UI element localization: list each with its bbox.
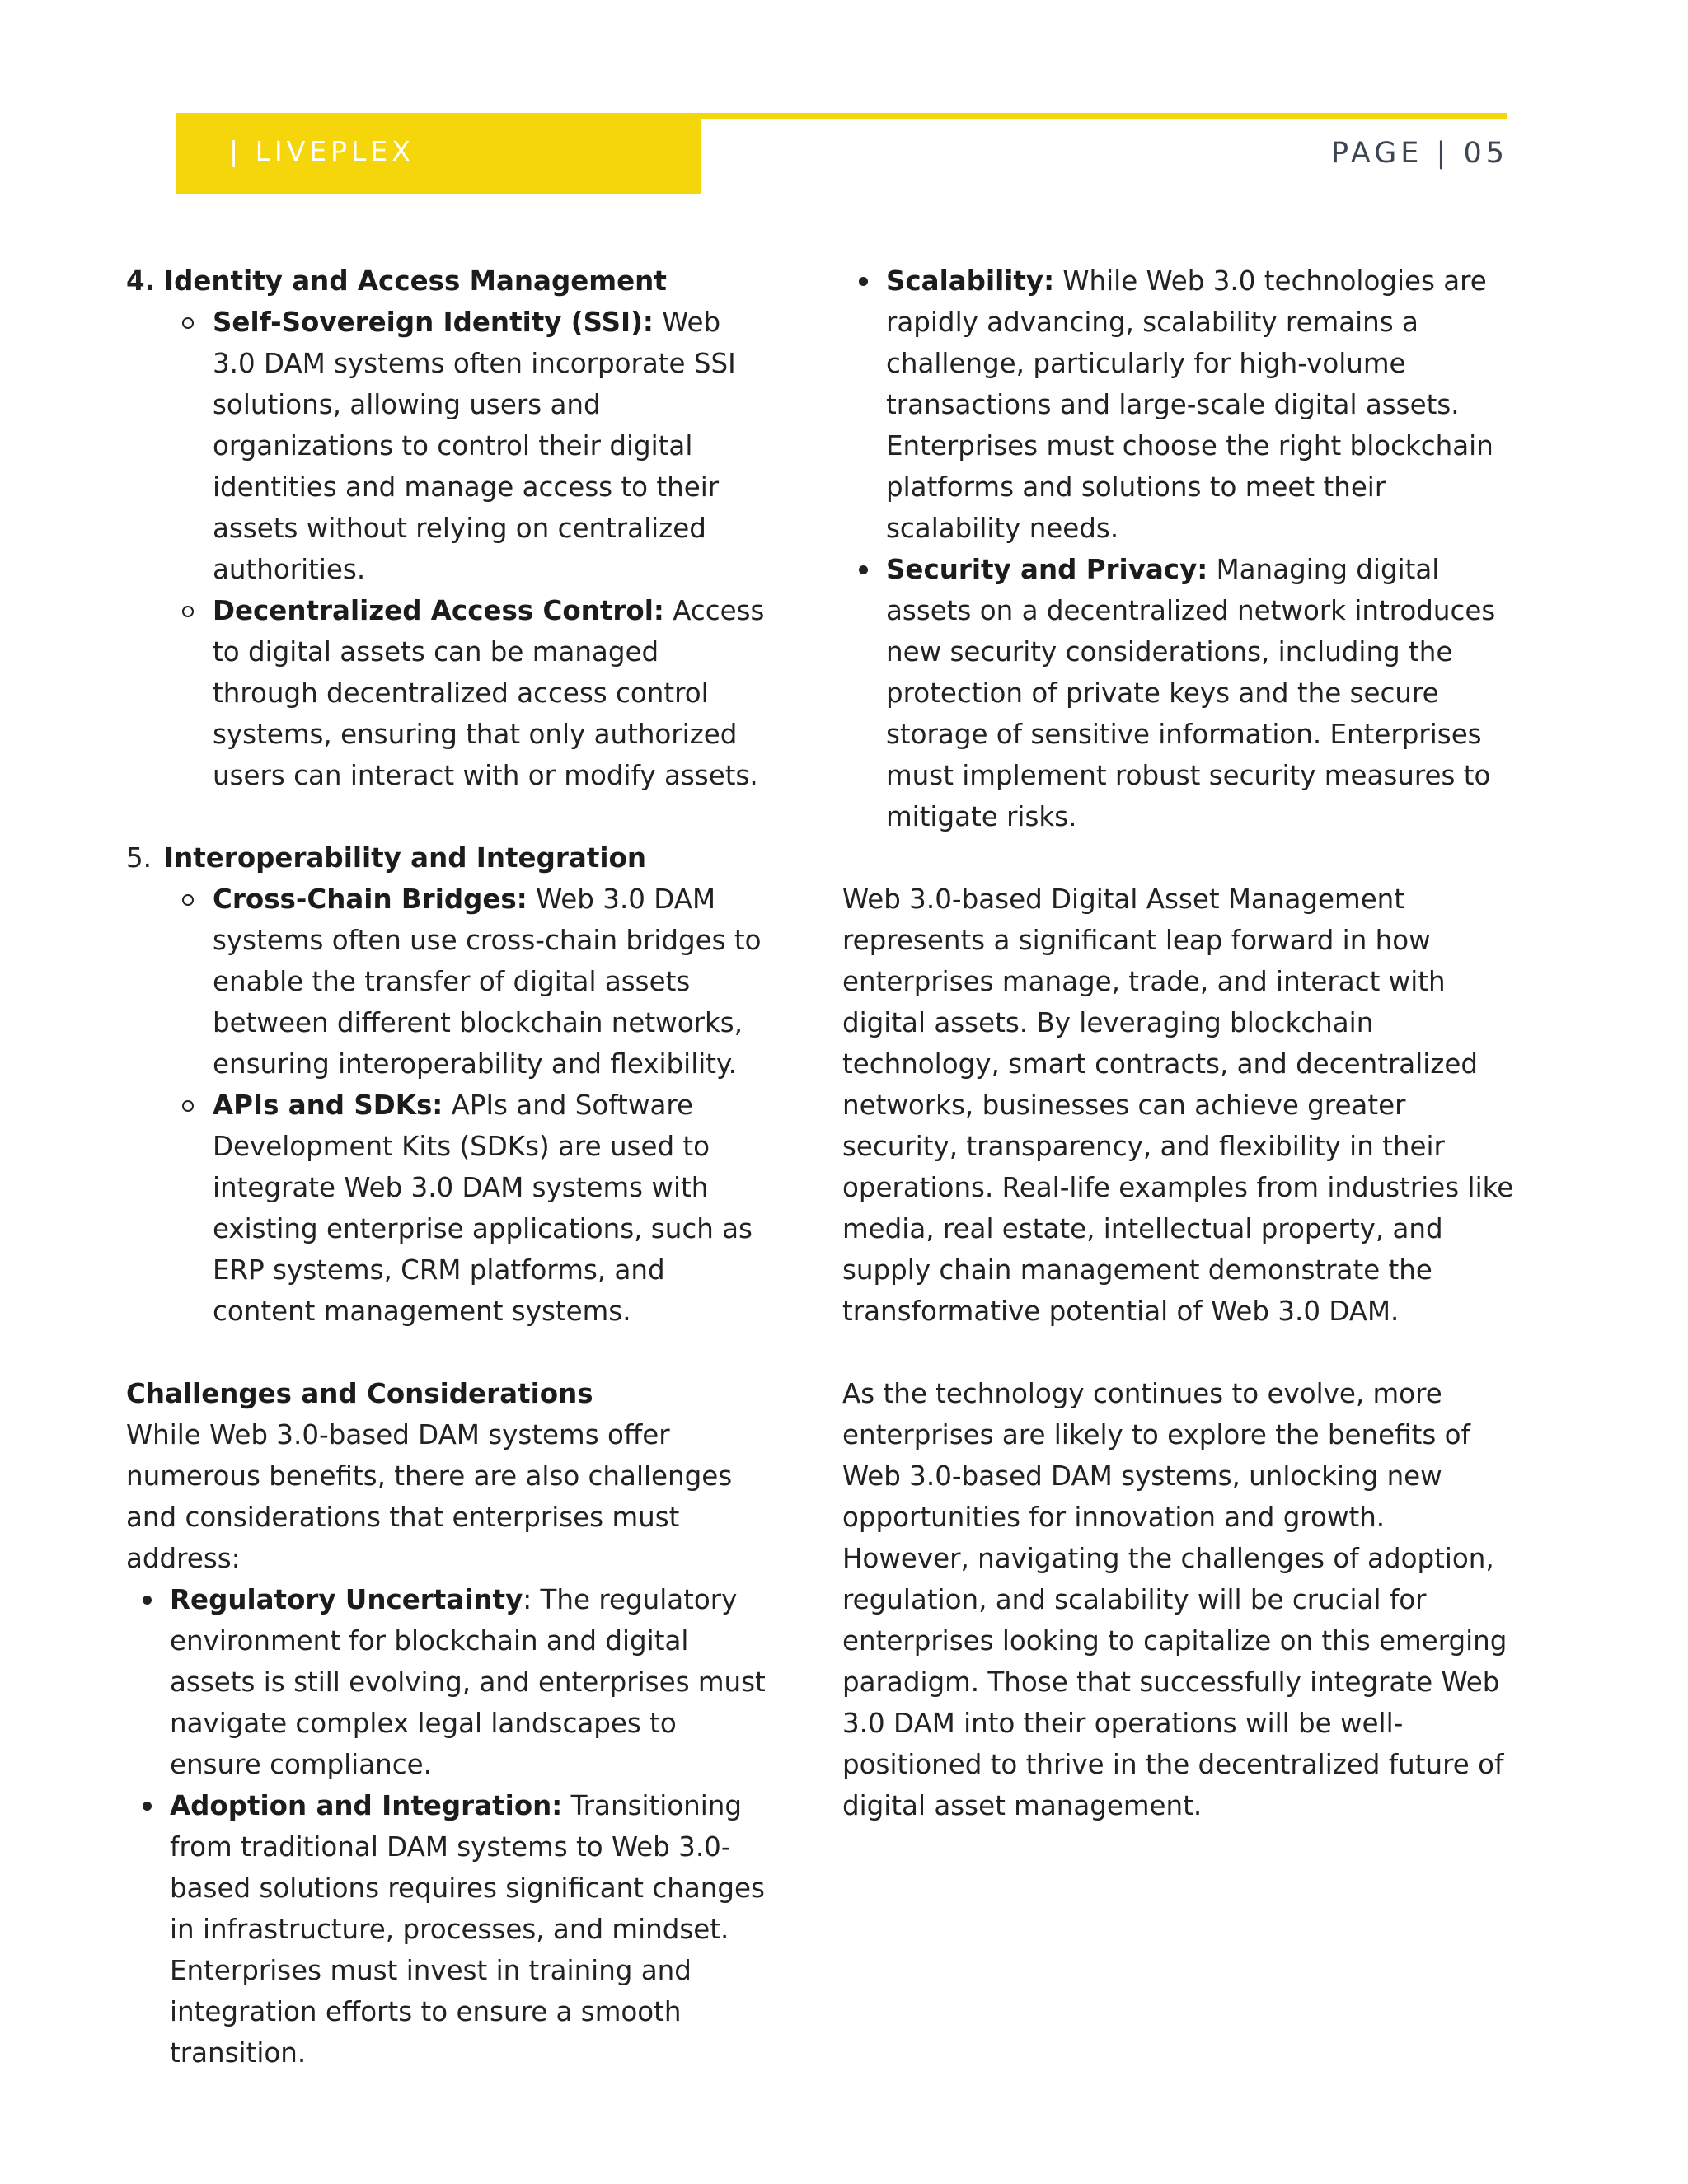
list-item: [886, 549, 1518, 837]
bullet-icon: [859, 277, 868, 286]
item-text: Access to digital assets can be managed through decentralized access control systems, ensuring that only authorized users can interact with or modify assets.: [213, 595, 765, 791]
item-term: Adoption and Integration:: [170, 1790, 563, 1821]
list-item: [886, 260, 1518, 549]
item-term: APIs and SDKs:: [213, 1090, 443, 1121]
list-item: [213, 302, 769, 590]
section-5-list: [126, 879, 769, 1332]
circle-bullet-icon: [182, 1100, 194, 1112]
item-term: Self-Sovereign Identity (SSI):: [213, 307, 654, 338]
circle-bullet-icon: [182, 894, 194, 906]
item-term: Regulatory Uncertainty: [170, 1584, 523, 1615]
circle-bullet-icon: [182, 606, 194, 617]
conclusion-paragraph-1: Web 3.0-based Digital Asset Management represents a significant leap forward in how enterprises manage, trade, and interact with digital assets. By leveraging blockchain technology, smart contracts, and decentralized networks, businesses can achieve greater security, transparency, and flexibility in their operations. Real-life examples from industries like media, real estate, intellectual property, and supply chain management demonstrate the transformative potential of Web 3.0 DAM.: [842, 883, 1514, 1327]
section-5-title: Interoperability and Integration: [164, 842, 646, 874]
item-text: While Web 3.0 technologies are rapidly advancing, scalability remains a challenge, particularly for high-volume transactions and large-scale digital assets. Enterprises must choose the right blockchain platforms and solutions to meet their scalability needs.: [886, 265, 1493, 544]
list-item: [170, 1785, 769, 2074]
right-column: [842, 260, 1518, 1826]
item-text: APIs and Software Development Kits (SDKs) are used to integrate Web 3.0 DAM systems with existing enterprise applications, such as ERP systems, CRM platforms, and content management systems.: [213, 1090, 753, 1327]
item-term: Scalability:: [886, 265, 1055, 297]
section-5-heading: [126, 837, 769, 879]
item-text: : The regulatory environment for blockchain and digital assets is still evolving, and enterprises must navigate complex legal landscapes to ensure compliance.: [170, 1584, 766, 1780]
item-term: Cross-Chain Bridges:: [213, 883, 528, 915]
section-5-number: 5.: [126, 842, 152, 874]
bullet-icon: [859, 565, 868, 574]
challenges-list: [126, 1579, 769, 2074]
item-term: Decentralized Access Control:: [213, 595, 664, 626]
section-4-number: 4.: [126, 265, 155, 297]
item-text: Managing digital assets on a decentralized network introduces new security considerations, including the protection of private keys and the secure storage of sensitive information. Enterprises must implement robust security measures to mitigate risks.: [886, 554, 1496, 832]
challenges-list-continued: [842, 260, 1518, 837]
item-text: Web 3.0 DAM systems often use cross-chain bridges to enable the transfer of digital assets between different blockchain networks, ensuring interoperability and flexibility.: [213, 883, 762, 1080]
brand-label: | LIVEPLEX: [229, 135, 415, 167]
list-item: [213, 1085, 769, 1332]
left-column: [126, 260, 769, 2074]
section-4-heading: [126, 260, 769, 302]
section-4-list: [126, 302, 769, 796]
list-item: [213, 590, 769, 796]
list-item: [213, 879, 769, 1085]
circle-bullet-icon: [182, 317, 194, 329]
item-term: Security and Privacy:: [886, 554, 1208, 585]
bullet-icon: [143, 1596, 152, 1605]
challenges-intro: While Web 3.0-based DAM systems offer numerous benefits, there are also challenges and considerations that enterprises must address:: [126, 1419, 733, 1574]
bullet-icon: [143, 1802, 152, 1811]
conclusion-paragraph-2: As the technology continues to evolve, more enterprises are likely to explore the benefits of Web 3.0-based DAM systems, unlocking new opportunities for innovation and growth. However, navigating the challenges of adoption, regulation, and scalability will be crucial for enterprises looking to capitalize on this emerging paradigm. Those that successfully integrate Web 3.0 DAM into their operations will be well-positioned to thrive in the decentralized future of digital asset management.: [842, 1378, 1507, 1821]
challenges-heading: Challenges and Considerations: [126, 1378, 593, 1409]
item-text: Web 3.0 DAM systems often incorporate SSI solutions, allowing users and organizations to control their digital identities and manage access to their assets without relying on centralized authorities.: [213, 307, 736, 585]
item-text: Transitioning from traditional DAM systems to Web 3.0-based solutions requires significant changes in infrastructure, processes, and mindset. Enterprises must invest in training and integration efforts to ensure a smooth transition.: [170, 1790, 765, 2069]
list-item: [170, 1579, 769, 1785]
page-number: PAGE | 05: [1330, 137, 1508, 170]
section-4-title: Identity and Access Management: [164, 265, 667, 297]
